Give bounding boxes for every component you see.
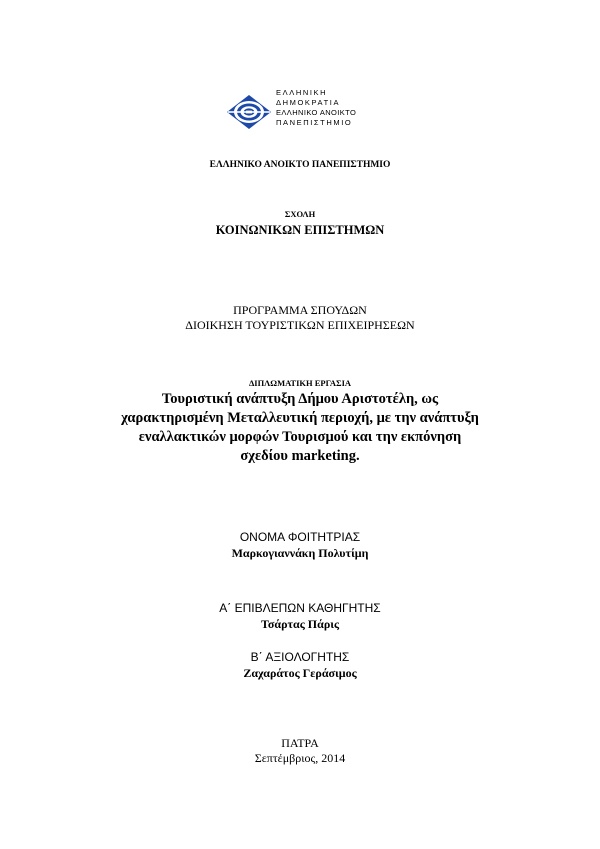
university-logo [226,88,378,136]
thesis-title-line: σχεδίου marketing. [240,448,360,464]
logo-line: ΕΛΛΗΝΙΚΗ [276,88,328,97]
thesis-title-line: Τουριστική ανάπτυξη Δήμου Αριστοτέλη, ως [161,391,439,407]
date: Σεπτέμβριος, 2014 [254,751,346,765]
logo-line: ΠΑΝΕΠΙΣΤΗΜΙΟ [276,118,353,127]
reviewer-name: Ζαχαράτος Γεράσιμος [243,666,357,680]
program-name: ΔΙΟΙΚΗΣΗ ΤΟΥΡΙΣΤΙΚΩΝ ΕΠΙΧΕΙΡΗΣΕΩΝ [185,318,415,332]
logo-line: ΕΛΛΗΝΙΚΟ ΑΝΟΙΚΤΟ [276,108,357,117]
student-label: ΟΝΟΜΑ ΦΟΙΤΗΤΡΙΑΣ [239,530,361,544]
university-name: ΕΛΛΗΝΙΚΟ ΑΝΟΙΚΤΟ ΠΑΝΕΠΙΣΤΗΜΙΟ [209,160,391,170]
place: ΠΑΤΡΑ [281,736,319,750]
supervisor-name: Τσάρτας Πάρις [260,617,340,631]
school-name: ΚΟΙΝΩΝΙΚΩΝ ΕΠΙΣΤΗΜΩΝ [215,223,385,237]
program-label: ΠΡΟΓΡΑΜΜΑ ΣΠΟΥΔΩΝ [233,303,367,317]
eap-emblem-icon [226,94,272,130]
thesis-title-line: χαρακτηρισμένη Μεταλλευτική περιοχή, με την ανάπτυξη [121,410,479,426]
supervisor-label: Α΄ ΕΠΙΒΛΕΠΩΝ ΚΑΘΗΓΗΤΗΣ [219,601,381,615]
school-label: ΣΧΟΛΗ [284,209,316,219]
thesis-label: ΔΙΠΛΩΜΑΤΙΚΗ ΕΡΓΑΣΙΑ [248,378,352,388]
student-name: Μαρκογιαννάκη Πολυτίμη [231,546,369,560]
thesis-title-line: εναλλακτικών μορφών Τουρισμού και την εκπόνηση [138,429,462,445]
logo-wordmark [276,88,378,128]
logo-line: ΔΗΜΟΚΡΑΤΙΑ [276,98,341,107]
reviewer-label: Β΄ ΑΞΙΟΛΟΓΗΤΗΣ [250,650,350,664]
